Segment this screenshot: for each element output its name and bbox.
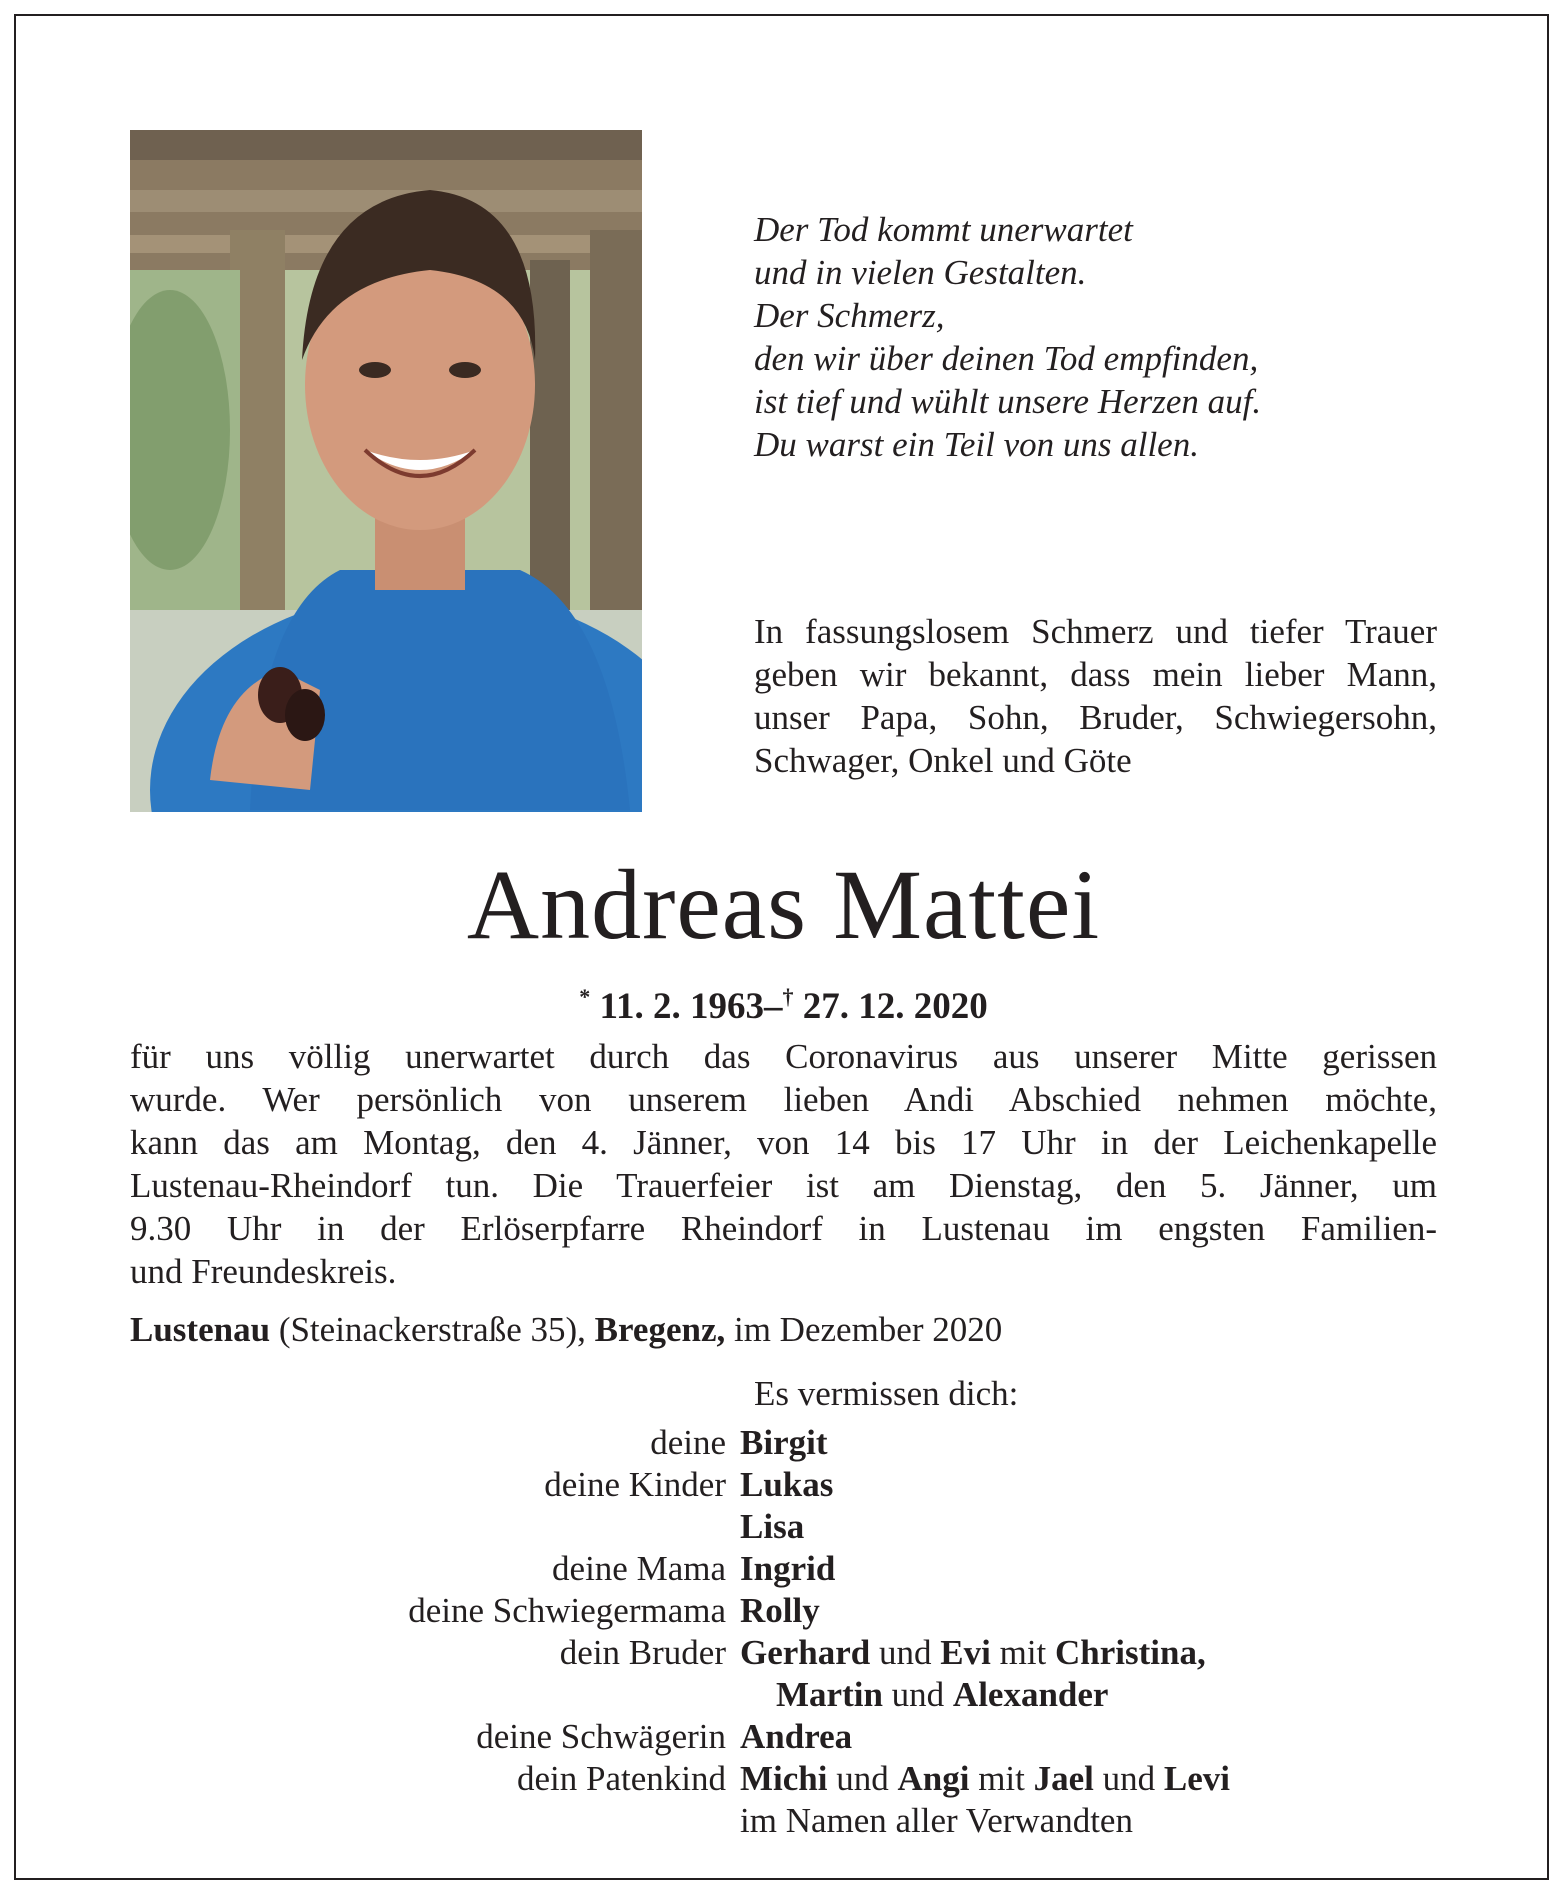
- poem-line: Der Schmerz,: [754, 296, 945, 335]
- mourner-name: Angi: [897, 1759, 970, 1798]
- mourner-relation: dein Patenkind: [517, 1759, 726, 1798]
- mourner-name: Birgit: [740, 1423, 828, 1462]
- mourner-name: Ingrid: [740, 1549, 836, 1588]
- mourners-closing: im Namen aller Verwandten: [740, 1801, 1133, 1840]
- mourner-relation: deine Schwiegermama: [408, 1591, 726, 1630]
- mourner-relation: dein Bruder: [559, 1633, 726, 1672]
- mourner-relation: deine: [650, 1423, 726, 1462]
- announcement-intro: In fassungslosem Schmerz und tiefer Trauer geben wir bekannt, dass mein lieber Mann, unser Papa, Sohn, Bruder, Schwiegersohn, Schwager, Onkel und Göte: [754, 612, 1437, 780]
- poem-line: ist tief und wühlt unsere Herzen auf.: [754, 382, 1262, 421]
- mourner-row: [130, 1422, 1450, 1464]
- mourner-name: Gerhard: [740, 1633, 871, 1672]
- mourner-conjunction: mit: [990, 1633, 1056, 1672]
- poem-line: den wir über deinen Tod empfinden,: [754, 339, 1259, 378]
- poem-line: Der Tod kommt unerwartet: [754, 210, 1133, 249]
- memorial-poem: [754, 208, 1454, 466]
- death-symbol: †: [782, 984, 794, 1009]
- mourner-relation: [130, 1674, 740, 1716]
- place-and-date: [130, 1308, 1450, 1351]
- deceased-name: Andreas Mattei: [466, 849, 1101, 960]
- body-line: 9.30 Uhr in der Erlöserpfarre Rheindorf in Lustenau im engsten Familien-: [130, 1209, 1437, 1248]
- place-date: im Dezember 2020: [725, 1310, 1003, 1349]
- mourner-row: [130, 1590, 1450, 1632]
- mourner-name: Evi: [940, 1633, 991, 1672]
- mourner-relation: deine Kinder: [544, 1465, 726, 1504]
- mourner-name: Levi: [1163, 1759, 1231, 1798]
- birth-symbol: *: [579, 984, 591, 1009]
- mourner-row: [130, 1548, 1450, 1590]
- mourner-name: Lisa: [740, 1507, 805, 1546]
- place-town-primary: Lustenau: [130, 1310, 271, 1349]
- portrait-photo: [130, 130, 642, 812]
- body-line: und Freundeskreis.: [130, 1252, 397, 1291]
- mourner-row: [130, 1632, 1450, 1674]
- mourners-heading: Es vermissen dich:: [754, 1374, 1019, 1413]
- mourner-row: [130, 1716, 1450, 1758]
- mourner-row: [130, 1758, 1450, 1800]
- place-address: (Steinackerstraße 35),: [270, 1310, 595, 1349]
- mourner-row: [130, 1464, 1450, 1506]
- mourner-row: [130, 1674, 1450, 1716]
- body-line: für uns völlig unerwartet durch das Coronavirus aus unserer Mitte gerissen: [130, 1037, 1437, 1076]
- life-dates: [0, 975, 1567, 1029]
- date-separator: –: [763, 986, 783, 1027]
- mourner-name: Christina,: [1055, 1633, 1206, 1672]
- mourner-relation: deine Schwägerin: [476, 1717, 726, 1756]
- mourner-name: Alexander: [952, 1675, 1109, 1714]
- body-line: kann das am Montag, den 4. Jänner, von 14 bis 17 Uhr in der Leichenkapelle: [130, 1123, 1437, 1162]
- mourner-conjunction: mit: [969, 1759, 1034, 1798]
- mourner-row: [130, 1800, 1450, 1842]
- mourner-relation: deine Mama: [552, 1549, 726, 1588]
- announcement-body: [130, 1035, 1437, 1293]
- mourner-name: Rolly: [740, 1591, 820, 1630]
- portrait-illustration: [130, 130, 642, 812]
- mourner-conjunction: und: [1093, 1759, 1164, 1798]
- mourner-conjunction: und: [870, 1633, 941, 1672]
- poem-line: und in vielen Gestalten.: [754, 253, 1087, 292]
- death-date: 27. 12. 2020: [802, 986, 988, 1027]
- mourner-conjunction: und: [882, 1675, 953, 1714]
- mourner-row: [130, 1506, 1450, 1548]
- mourner-name: Michi: [740, 1759, 828, 1798]
- mourner-conjunction: und: [827, 1759, 898, 1798]
- mourner-name: Martin: [776, 1675, 883, 1714]
- mourner-name: Lukas: [740, 1465, 834, 1504]
- mourner-name: Jael: [1033, 1759, 1094, 1798]
- body-line: Lustenau-Rheindorf tun. Die Trauerfeier ist am Dienstag, den 5. Jänner, um: [130, 1166, 1437, 1205]
- place-town-secondary: Bregenz,: [594, 1310, 726, 1349]
- mourner-name: Andrea: [740, 1717, 853, 1756]
- body-line: wurde. Wer persönlich von unserem lieben Andi Abschied nehmen möchte,: [130, 1080, 1437, 1119]
- birth-date: 11. 2. 1963: [599, 986, 764, 1027]
- mourners-list: [130, 1422, 1450, 1842]
- poem-line: Du warst ein Teil von uns allen.: [754, 425, 1199, 464]
- mourner-relation: [130, 1506, 740, 1548]
